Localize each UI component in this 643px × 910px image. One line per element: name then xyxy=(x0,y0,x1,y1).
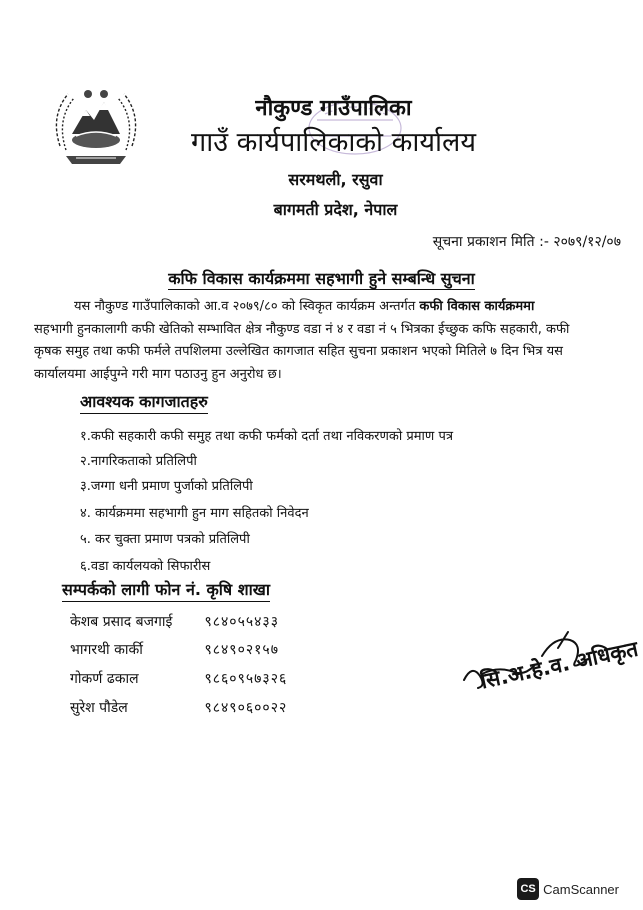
body-line-1-text: यस नौकुण्ड गाउँपालिकाको आ.व २०७९/८० को स्विकृत कार्यक्रम अन्तर्गत xyxy=(74,299,420,314)
body-line-1 xyxy=(56,296,621,319)
body-line-3: कृषक समुह तथा कफी फर्मले तपशिलमा उल्लेखित कागजात सहित सुचना प्रकाशन भएको मितिले ७ दिन भित्र यस xyxy=(34,344,563,359)
municipality-name: नौकुण्ड गाउँपालिका xyxy=(255,96,412,121)
contact-phone: ९८६०९५७३२६ xyxy=(204,671,288,687)
document-item: ४. कार्यक्रममा सहभागी हुन माग सहितको निवेदन xyxy=(80,506,309,521)
document-item: २.नागरिकताको प्रतिलिपी xyxy=(80,454,197,469)
camscanner-label: CamScanner xyxy=(543,881,619,897)
office-name: गाउँ कार्यपालिकाको कार्यालय xyxy=(191,127,476,158)
signature-title: सि.अ.हे.व. अधिकृत xyxy=(478,636,641,694)
camscanner-logo-icon: CS xyxy=(517,878,539,900)
contact-heading: सम्पर्कको लागी फोन नं. कृषि शाखा xyxy=(62,578,270,602)
contact-name: सुरेश पौडेल xyxy=(70,700,128,716)
contact-row xyxy=(70,612,279,631)
contact-phone: ९८४९०६००२२ xyxy=(204,700,288,716)
notice-title xyxy=(0,267,643,289)
body-line-1-bold: कफी विकास कार्यक्रममा xyxy=(419,299,535,314)
document-item: ५. कर चुक्ता प्रमाण पत्रको प्रतिलिपी xyxy=(80,532,250,547)
contact-name: केशब प्रसाद बजगाई xyxy=(70,614,173,630)
contact-row xyxy=(70,640,279,659)
document-item: ६.वडा कार्यलयको सिफारीस xyxy=(80,559,211,574)
document-item: १.कफी सहकारी कफी समुह तथा कफी फर्मको दर्ता तथा नविकरणको प्रमाण पत्र xyxy=(80,429,454,444)
documents-heading: आवश्यक कागजातहरु xyxy=(80,390,208,414)
notice-body xyxy=(34,296,621,386)
contact-row xyxy=(70,698,287,717)
office-location: सरमथली, रसुवा xyxy=(288,170,383,189)
office-province: बागमती प्रदेश, नेपाल xyxy=(273,200,398,219)
body-line-2: सहभागी हुनकालागी कफी खेतिको सम्भावित क्षेत्र नौकुण्ड वडा नं ४ र वडा नं ५ भित्रका ईच्छुक कफि सहकारी, कफी xyxy=(34,321,570,337)
publish-date: सूचना प्रकाशन मिति :- २०७९/१२/०७ xyxy=(432,234,621,250)
contact-name: भागरथी कार्की xyxy=(70,642,143,658)
contact-name: गोकर्ण ढकाल xyxy=(70,671,139,687)
contact-phone: ९८४९०२१५७ xyxy=(204,642,279,658)
body-line-4: कार्यालयमा आईपुग्ने गरी माग पठाउनु हुन अनुरोध छ। xyxy=(34,366,282,382)
contact-phone: ९८४०५५४३३ xyxy=(204,614,279,630)
camscanner-watermark xyxy=(517,877,619,901)
document-item: ३.जग्गा धनी प्रमाण पुर्जाको प्रतिलिपी xyxy=(80,479,253,494)
contact-row xyxy=(70,669,287,688)
notice-title-text: कफि विकास कार्यक्रममा सहभागी हुने सम्बन्धि सुचना xyxy=(168,269,475,288)
